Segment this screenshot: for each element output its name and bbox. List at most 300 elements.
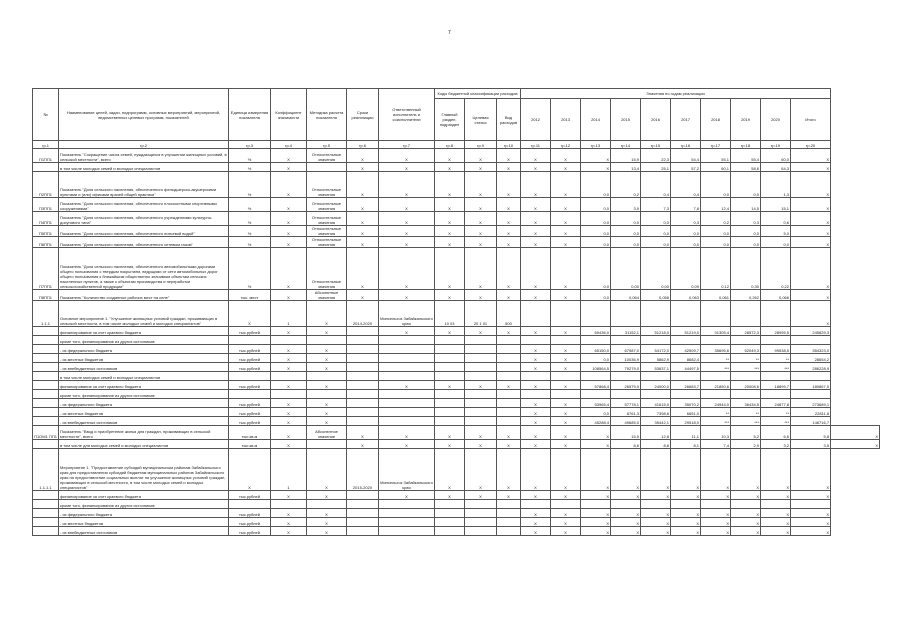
table-cell: X [435,381,465,390]
table-cell: X [551,149,581,163]
table-cell: % [229,172,271,198]
table-cell: X [271,399,307,408]
table-cell: X [271,172,307,198]
table-cell: X [271,408,307,417]
table-cell [435,345,465,354]
table-cell: X [307,327,347,336]
table-cell [347,372,379,381]
table-cell: 286228,9 [791,363,831,372]
table-cell: 7,4 [701,440,731,449]
table-cell [379,399,435,408]
row-description: Показатель "Доля сельского населения, обеспеченного питьевой водой" [59,226,229,237]
table-cell [465,399,497,408]
table-cell [229,390,271,399]
table-cell: 0,3 [731,212,761,226]
table-cell: X [521,354,551,363]
row-number [33,163,59,172]
table-row [33,163,880,172]
table-cell [271,336,307,345]
table-cell: X [761,491,791,500]
row-number [33,372,59,381]
table-cell: 51219,0 [671,327,701,336]
header-responsible: Ответственный исполнитель и соисполнители [379,89,435,141]
table-cell: 7,8 [671,198,701,212]
column-number: гр.10 [497,141,521,149]
table-cell [465,518,497,527]
table-cell: X [551,163,581,172]
table-cell [465,500,497,509]
header-year: 2020 [761,99,791,141]
table-cell [435,518,465,527]
table-cell: X [379,212,435,226]
table-cell: 3,5 [791,440,831,449]
table-cell: X [521,212,551,226]
table-cell: 45288,4 [581,417,611,426]
table-cell: X [271,226,307,237]
table-cell: X [271,149,307,163]
table-cell: X [379,248,435,290]
table-cell: 57778,1 [611,399,641,408]
table-cell: X [521,399,551,408]
table-row [33,149,880,163]
table-cell: X [497,198,521,212]
table-cell: X [307,417,347,426]
row-description: - из внебюджетных источников [59,363,229,372]
table-cell: 1 [271,301,307,327]
table-cell [551,390,581,399]
table-cell: X [307,408,347,417]
table-cell: 1 [271,449,307,491]
table-cell [465,390,497,399]
row-number [33,417,59,426]
column-number: гр.9 [465,141,497,149]
table-cell [307,372,347,381]
table-row [33,363,880,372]
column-number: гр.20 [791,141,831,149]
row-description: кроме того, финансирование из других источников: [59,336,229,345]
table-cell: X [465,163,497,172]
table-row [33,212,880,226]
table-cell: X [791,301,831,327]
table-cell [641,301,671,327]
table-cell [581,372,611,381]
table-cell: 6651,0 [671,408,701,417]
table-cell [761,336,791,345]
row-description: Показатель "Сокращение числа семей, нуждающихся в улучшении жилищных условий, в сельской местности", всего [59,149,229,163]
column-number: гр.5 [307,141,347,149]
table-cell: X [271,381,307,390]
table-cell: X [521,509,551,518]
table-row [33,354,880,363]
table-cell [379,417,435,426]
table-cell [551,500,581,509]
table-cell: тыс.рублей [229,363,271,372]
table-cell: 20 1 01 [465,301,497,327]
table-cell: X [465,149,497,163]
table-cell: X [271,491,307,500]
table-cell: X [347,426,379,440]
table-cell [671,372,701,381]
row-description: Показатель "Доля сельского населения, обеспеченного фельдшерско-акушерскими пунктами и (или) офисами врачей общей практики" [59,172,229,198]
table-cell: тыс.рублей [229,408,271,417]
table-cell: 0,0 [761,237,791,248]
table-cell: % [229,149,271,163]
table-cell: Относительные значения [307,248,347,290]
table-cell [465,354,497,363]
table-cell: X [731,509,761,518]
table-cell: 15,9 [611,149,641,163]
table-row [33,440,880,449]
table-cell [465,336,497,345]
table-cell [379,354,435,363]
table-row [33,449,880,491]
table-cell: X [791,527,831,536]
table-cell: 25,1 [641,163,671,172]
table-cell [465,363,497,372]
table-cell: тыс. мест [229,290,271,301]
table-cell: X [551,408,581,417]
table-cell: X [347,172,379,198]
table-cell: 189867,0 [791,381,831,390]
table-cell: 0,0 [641,212,671,226]
table-cell: 0,2 [611,172,641,198]
column-number: гр.15 [641,141,671,149]
table-cell: X [791,163,831,172]
table-cell: X [347,290,379,301]
table-cell [347,399,379,408]
table-cell: 21850,6 [701,381,731,390]
table-cell: 28654,2 [791,354,831,363]
table-cell: 0,3 [671,212,701,226]
table-cell: X [379,172,435,198]
table-cell: 22811,8 [791,408,831,417]
table-cell: 0,4 [671,172,701,198]
table-cell [307,500,347,509]
table-cell: 0,0 [641,237,671,248]
table-cell [379,372,435,381]
table-cell [465,372,497,381]
table-cell: 53637,1 [641,363,671,372]
table-cell [435,336,465,345]
table-cell: 6,6 [761,426,791,440]
table-cell: 57868,4 [581,381,611,390]
table-cell: 5,2 [731,426,761,440]
table-cell: X [641,449,671,491]
table-cell: X [435,212,465,226]
table-cell [347,327,379,336]
table-cell [671,301,701,327]
column-number: гр.16 [671,141,701,149]
table-cell: X [581,440,611,449]
table-cell: *** [731,417,761,426]
table-cell [497,417,521,426]
table-cell: X [271,426,307,440]
table-cell: *** [761,363,791,372]
header-period: Сроки реализации [347,89,379,141]
table-cell: X [791,212,831,226]
table-cell: X [611,509,641,518]
table-cell [791,372,831,381]
table-cell: X [435,290,465,301]
table-row [33,301,880,327]
table-cell: X [307,518,347,527]
row-number: П4ПП1 [33,212,59,226]
table-cell [435,527,465,536]
table-cell [435,363,465,372]
header-year: 2014 [581,99,611,141]
table-cell: X [521,226,551,237]
table-cell [497,372,521,381]
table-cell: 7,3 [641,198,671,212]
table-cell: X [761,449,791,491]
table-cell: X [641,518,671,527]
table-cell: тыс.рублей [229,399,271,408]
table-cell: X [551,172,581,198]
table-cell: 146716,7 [791,417,831,426]
table-cell: X [465,449,497,491]
table-cell: 0,4 [641,172,671,198]
table-cell: X [435,226,465,237]
table-cell: 55,1 [701,149,731,163]
table-cell: 67987,0 [611,345,641,354]
table-cell: X [307,491,347,500]
table-row [33,172,880,198]
table-cell: 2015-2020 [347,449,379,491]
row-number: П1ПП1 [33,149,59,163]
table-cell [435,354,465,363]
table-cell: X [551,449,581,491]
table-cell: X [347,440,379,449]
table-cell: 0,0 [581,354,611,363]
table-cell: X [435,491,465,500]
table-cell: X [379,426,435,440]
table-cell: Абсолютное значение [307,426,347,440]
table-cell: 36434,5 [731,399,761,408]
header-code-main: Главный раздел, подраздел [435,99,465,141]
row-description: - из местных бюджетов [59,354,229,363]
table-cell: X [497,327,521,336]
table-cell: 8,6 [611,440,641,449]
table-row [33,491,880,500]
table-cell: 41615,0 [641,399,671,408]
table-cell: X [379,198,435,212]
table-cell: X [465,290,497,301]
table-row [33,345,880,354]
table-cell: X [791,491,831,500]
table-cell [465,345,497,354]
table-cell: X [521,527,551,536]
table-cell: X [551,426,581,440]
table-cell: X [701,518,731,527]
table-cell: X [641,491,671,500]
table-cell: X [271,527,307,536]
table-cell: X [271,518,307,527]
table-cell: X [347,149,379,163]
table-cell: X [521,345,551,354]
table-cell: X [271,237,307,248]
row-number [33,327,59,336]
table-cell [671,336,701,345]
table-cell: X [521,440,551,449]
table-cell: X [551,527,581,536]
table-cell: 64,3 [761,163,791,172]
column-number: гр.2 [59,141,229,149]
table-cell [347,390,379,399]
table-cell: X [791,198,831,212]
table-cell: X [271,212,307,226]
table-cell: 26683,7 [671,381,701,390]
table-cell [641,372,671,381]
table-cell: X [791,149,831,163]
table-cell: X [347,212,379,226]
table-cell: 354323,0 [791,345,831,354]
table-cell [731,336,761,345]
row-number [33,345,59,354]
row-number: П5ПП1 [33,226,59,237]
table-cell: X [347,237,379,248]
table-cell [581,301,611,327]
table-row [33,518,880,527]
table-cell: X [701,491,731,500]
table-cell: X [791,226,831,237]
table-cell [347,509,379,518]
row-description: - из внебюджетных источников [59,417,229,426]
table-row [33,417,880,426]
table-cell: X [831,426,880,440]
table-cell: 0,00 [611,248,641,290]
table-cell: 0,066 [761,290,791,301]
table-cell: X [465,426,497,440]
row-description: кроме того, финансирование из других источников: [59,500,229,509]
table-cell: 35070,2 [671,399,701,408]
table-row [33,509,880,518]
table-cell: X [271,327,307,336]
table-cell: 35695,6 [701,345,731,354]
table-cell: X [379,381,435,390]
row-description: в том числе молодых семей и молодых специалистов [59,372,229,381]
table-cell: Относительные значения [307,212,347,226]
table-cell [229,372,271,381]
table-cell: 0,0 [581,290,611,301]
table-cell: 52049,3 [731,345,761,354]
table-cell: X [521,327,551,336]
table-cell: 24000,0 [641,381,671,390]
table-cell: 11,1 [671,426,701,440]
table-cell: 28572,3 [731,327,761,336]
table-cell: X [307,527,347,536]
table-cell: X [271,248,307,290]
table-cell [731,372,761,381]
column-number: гр.12 [551,141,581,149]
table-cell: X [271,363,307,372]
table-cell: X [497,248,521,290]
table-cell [791,390,831,399]
table-cell: 273689,1 [791,399,831,408]
table-cell: *** [701,417,731,426]
table-cell: X [671,449,701,491]
table-cell: X [307,345,347,354]
header-code-type: Вид расходов [497,99,521,141]
table-cell: 0,0 [581,212,611,226]
row-description: Показатель "Доля сельского населения, обеспеченного сетевым газом" [59,237,229,248]
table-cell: X [791,518,831,527]
table-cell: 15,5 [611,426,641,440]
table-cell: 0,0 [671,237,701,248]
row-description: Показатель "Количество созданных рабочих мест на селе" [59,290,229,301]
table-cell: тыс.рублей [229,345,271,354]
table-cell [497,399,521,408]
row-number: П7ПП1 [33,248,59,290]
table-cell: *** [731,363,761,372]
table-cell: тыс.кв.м [229,426,271,440]
row-number: П6ПП1 [33,237,59,248]
table-row [33,372,880,381]
table-cell [347,381,379,390]
table-cell [465,527,497,536]
table-cell [641,390,671,399]
table-cell: 0,058 [641,290,671,301]
row-description: Показатель "Доля сельского населения, обеспеченного автомобильными дорогами общего пользования с твердым покрытием, ведущими от сети автомобильных дорог общего пользования к ближайшим общественно значимым объектам сельских населенных пунктов, а также к объектам производства и переработки сельскохозяйственной продукции" [59,248,229,290]
table-cell [521,390,551,399]
table-cell: X [611,518,641,527]
table-cell: X [347,163,379,172]
table-cell: X [551,226,581,237]
table-cell: X [307,301,347,327]
table-cell: тыс.рублей [229,327,271,336]
table-cell: X [731,518,761,527]
table-cell: X [611,449,641,491]
row-description: в том числе для молодых семей и молодых специалистов [59,440,229,449]
row-number [33,399,59,408]
table-cell [347,408,379,417]
table-cell: X [271,163,307,172]
table-cell: 0,0 [731,172,761,198]
table-header [33,89,880,141]
table-cell [731,390,761,399]
row-description: Показатель "Доля сельского населения, обеспеченного плоскостными спортивными сооружениями" [59,198,229,212]
table-cell: X [551,417,581,426]
table-cell: X [497,449,521,491]
table-cell: X [521,290,551,301]
header-year: 2012 [521,99,551,141]
table-cell: X [611,491,641,500]
table-cell [521,500,551,509]
table-body [33,141,880,536]
table-cell: X [497,172,521,198]
table-cell [671,500,701,509]
table-cell: X [581,491,611,500]
table-cell: X [581,149,611,163]
table-cell [307,440,347,449]
table-cell [379,500,435,509]
table-cell: 0,0 [581,226,611,237]
header-year: 2016 [641,99,671,141]
header-year: 2018 [701,99,731,141]
table-cell: X [307,381,347,390]
column-number: гр.17 [701,141,731,149]
table-cell: 0,0 [731,237,761,248]
table-cell: X [465,381,497,390]
table-cell: X [271,417,307,426]
table-cell: X [379,290,435,301]
row-number: П2ПП1 [33,172,59,198]
table-cell [701,301,731,327]
table-cell: 10,3 [701,426,731,440]
table-cell: X [521,408,551,417]
table-cell: тыс.рублей [229,354,271,363]
table-cell: X [521,163,551,172]
table-cell [497,527,521,536]
